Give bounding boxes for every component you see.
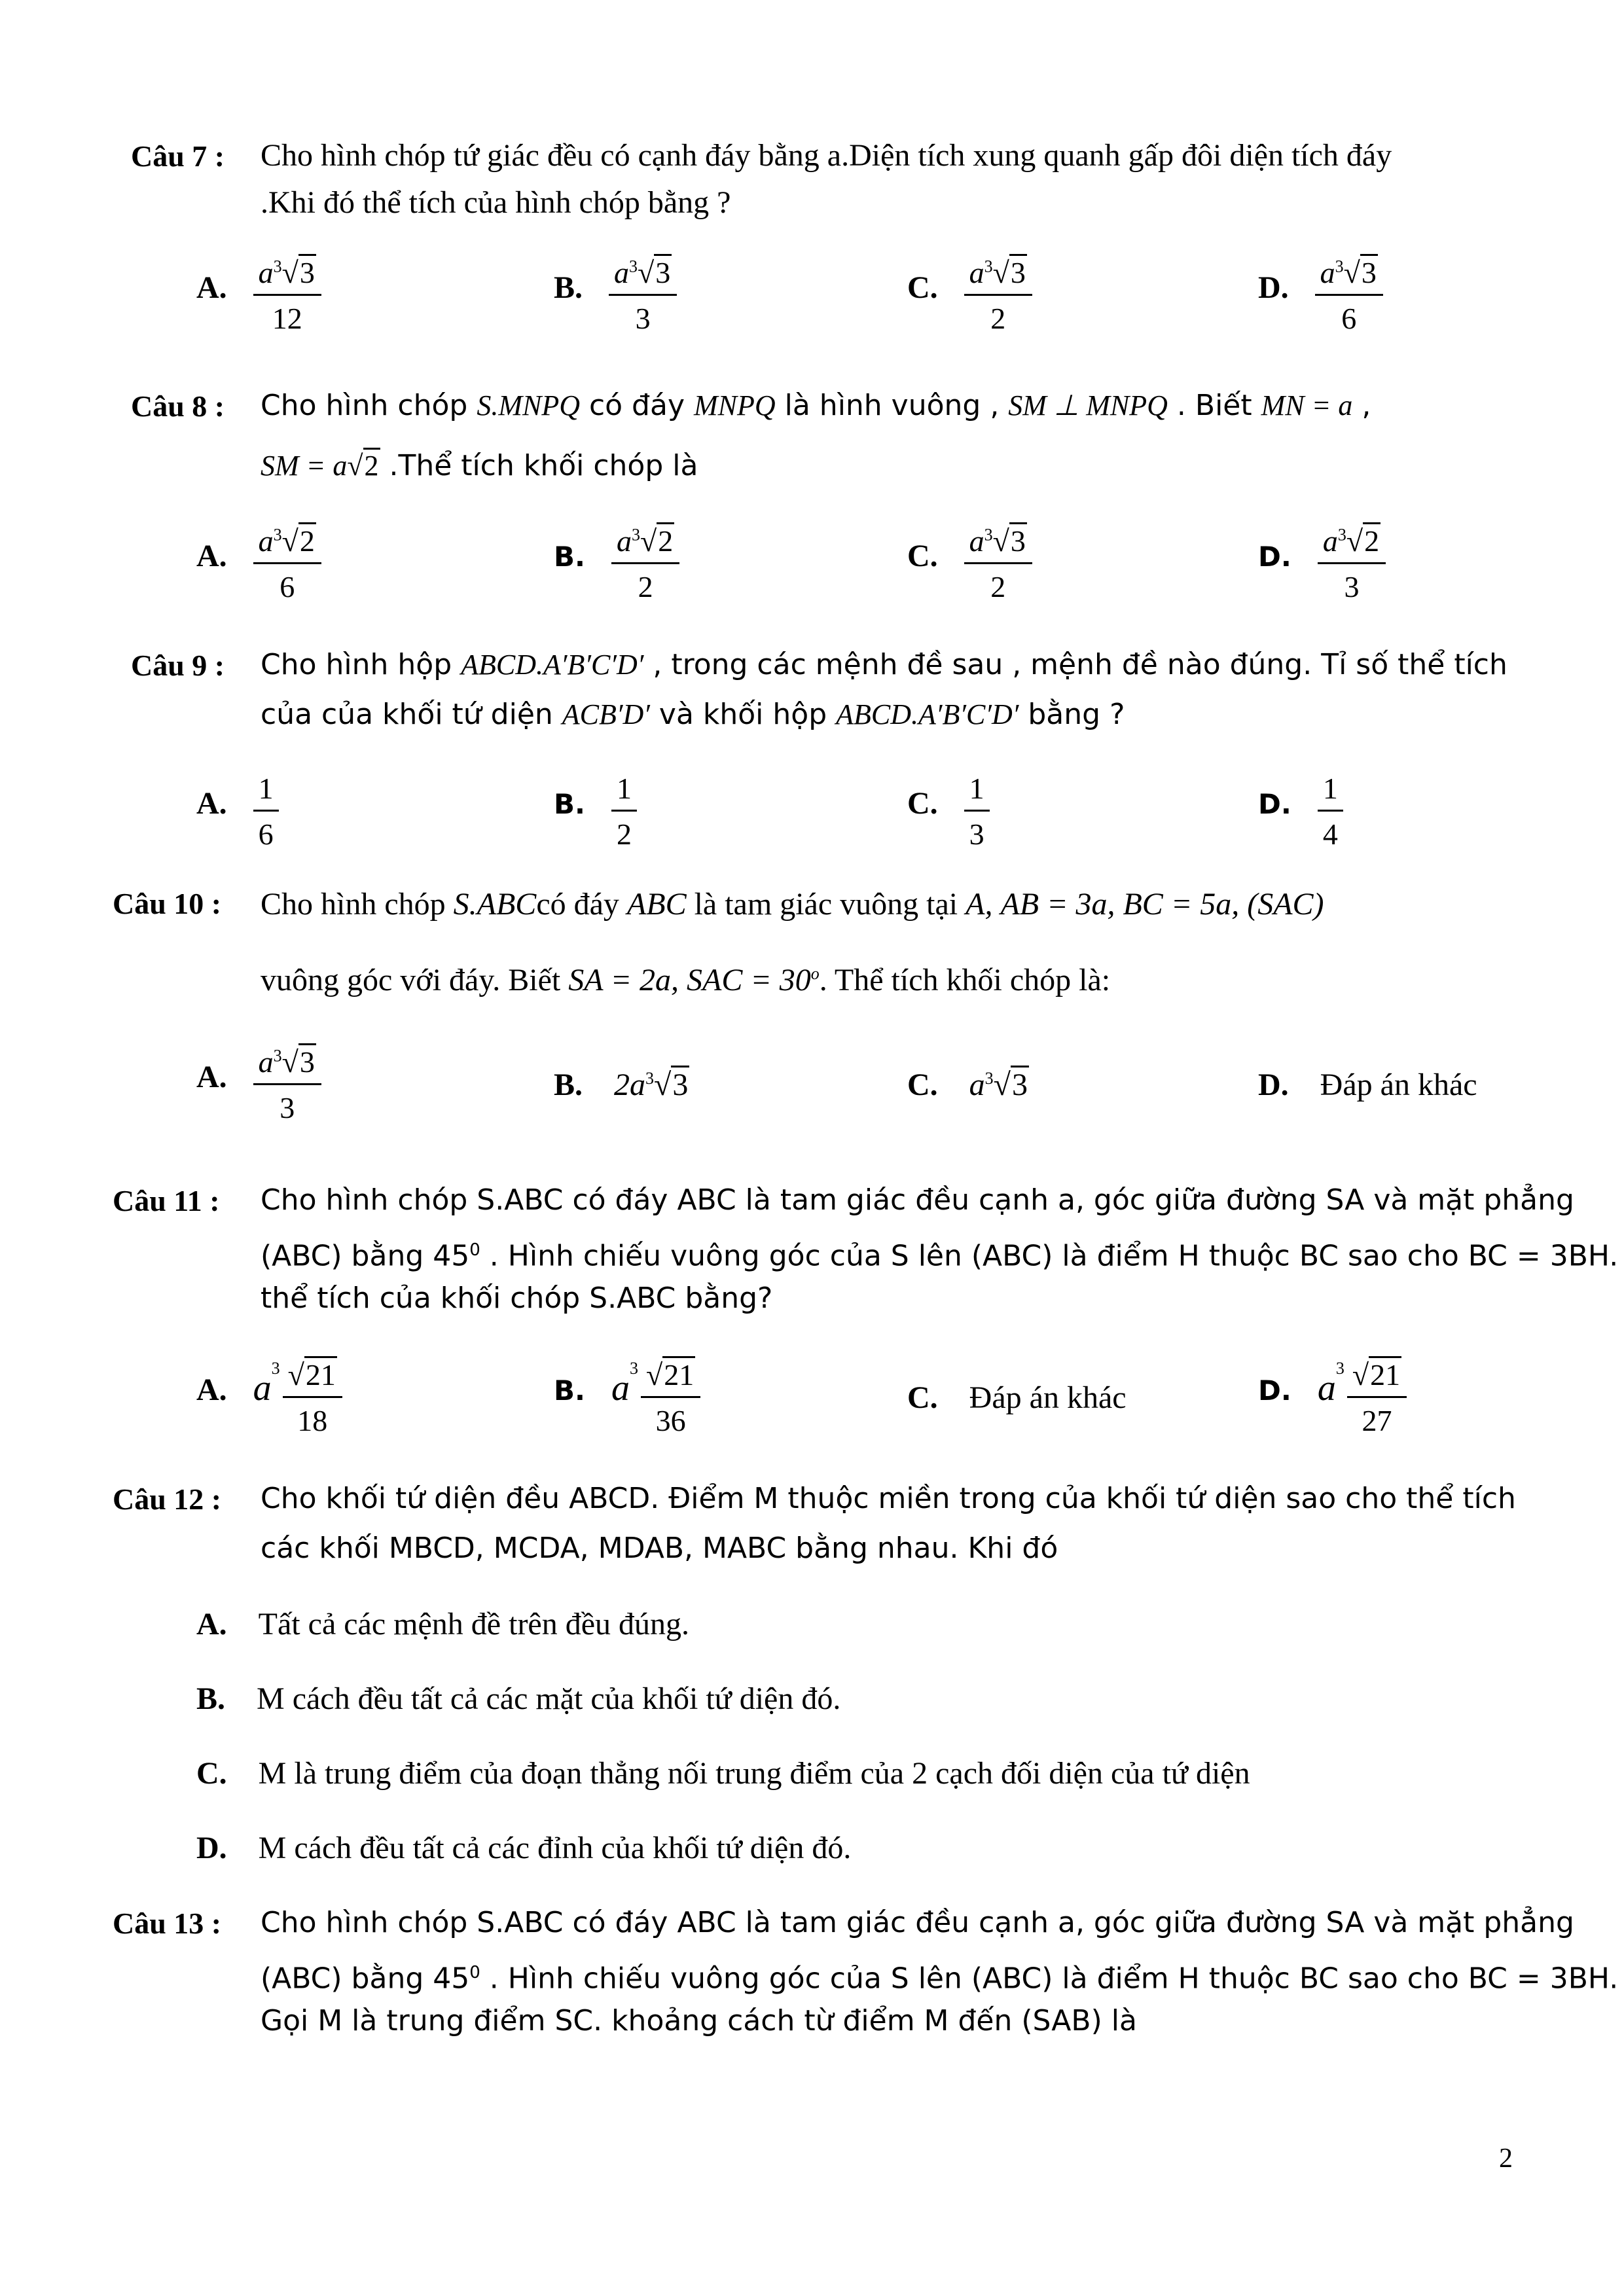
question-9-option-a[interactable]: A. $\frac{1}{6}$: [196, 771, 279, 852]
question-11-option-d[interactable]: D. $a^3$ $\frac{√21}{27}$: [1258, 1357, 1407, 1438]
question-12-option-d[interactable]: D. M cách đều tất cả các đỉnh của khối tứ diện đó.: [196, 1831, 852, 1865]
question-7-option-d[interactable]: D. $\frac{a^3√3}{6}$: [1258, 255, 1383, 336]
question-8-option-b[interactable]: B. $\frac{a^3√2}{2}$: [554, 524, 679, 604]
question-13-text-line-1: Cho hình chóp S.ABC có đáy ABC là tam giác đều cạnh a, góc giữa đường SA và mặt phẳng: [261, 1906, 1574, 1939]
question-9-option-d[interactable]: D. $\frac{1}{4}$: [1258, 771, 1343, 852]
question-11-text-line-2: (ABC) bằng $45^0$ . Hình chiếu vuông góc của S lên (ABC) là điểm H thuộc BC sao cho BC = 3BH.: [261, 1239, 1619, 1273]
fraction: $\frac{1}{4}$: [1318, 771, 1343, 852]
fraction: $\frac{a^3√2}{3}$: [1318, 524, 1386, 604]
question-10-option-d[interactable]: D. Đáp án khác: [1258, 1067, 1477, 1102]
page-number: 2: [1499, 2144, 1513, 2174]
fraction: $\frac{√21}{27}$: [1347, 1357, 1407, 1438]
question-10-label: Câu 10 :: [113, 887, 222, 920]
question-10-option-b[interactable]: B. $2a^3√3$: [554, 1067, 689, 1103]
fraction: $\frac{a^3√3}{6}$: [1315, 255, 1383, 336]
question-12-option-a[interactable]: A. Tất cả các mệnh đề trên đều đúng.: [196, 1607, 690, 1641]
question-11-option-c[interactable]: C. Đáp án khác: [907, 1380, 1127, 1415]
question-11-option-b[interactable]: B. $a^3$ $\frac{√21}{36}$: [554, 1357, 700, 1438]
question-7-option-c[interactable]: C. $\frac{a^3√3}{2}$: [907, 255, 1032, 336]
question-12-label: Câu 12 :: [113, 1482, 222, 1516]
question-10-text-line-1: Cho hình chóp S.ABCcó đáy ABC là tam giác vuông tại A, AB = 3a, BC = 5a, (SAC): [261, 887, 1324, 922]
question-10-option-c[interactable]: C. $a^3√3$: [907, 1067, 1029, 1103]
question-13-text-line-2: (ABC) bằng $45^0$ . Hình chiếu vuông góc của S lên (ABC) là điểm H thuộc BC sao cho BC = 3BH.: [261, 1962, 1619, 1996]
fraction: $\frac{a^3√3}{12}$: [253, 255, 321, 336]
question-11-text-line-3: thể tích của khối chóp S.ABC bằng?: [261, 1282, 773, 1315]
fraction: $\frac{a^3√3}{3}$: [253, 1045, 321, 1125]
question-7-text-line-1: Cho hình chóp tứ giác đều có cạnh đáy bằng a.Diện tích xung quanh gấp đôi diện tích đáy: [261, 138, 1392, 173]
question-8-text-line-2: SM = a√2 .Thể tích khối chóp là: [261, 449, 698, 482]
fraction: $\frac{1}{3}$: [964, 771, 990, 852]
question-9-label: Câu 9 :: [131, 649, 225, 682]
question-8-option-a[interactable]: A. $\frac{a^3√2}{6}$: [196, 524, 321, 604]
question-9-text-line-1: Cho hình hộp ABCD.A′B′C′D′ , trong các mệnh đề sau , mệnh đề nào đúng. Tỉ số thể tích: [261, 648, 1507, 681]
question-9-text-line-2: của của khối tứ diện ACB′D′ và khối hộp ABCD.A′B′C′D′ bằng ?: [261, 698, 1125, 731]
question-11-option-a[interactable]: A. $a^3$ $\frac{√21}{18}$: [196, 1357, 342, 1438]
question-10-option-a[interactable]: A. $\frac{a^3√3}{3}$: [196, 1045, 321, 1125]
question-8-label: Câu 8 :: [131, 389, 225, 423]
question-11-text-line-1: Cho hình chóp S.ABC có đáy ABC là tam giác đều cạnh a, góc giữa đường SA và mặt phẳng: [261, 1183, 1574, 1217]
question-7-label: Câu 7 :: [131, 139, 225, 173]
fraction: $\frac{a^3√3}{3}$: [609, 255, 677, 336]
question-12-option-b[interactable]: B. M cách đều tất cả các mặt của khối tứ diện đó.: [196, 1681, 841, 1716]
question-13-text-line-3: Gọi M là trung điểm SC. khoảng cách từ điểm M đến (SAB) là: [261, 2004, 1137, 2037]
question-8-option-c[interactable]: C. $\frac{a^3√3}{2}$: [907, 524, 1032, 604]
fraction: $\frac{1}{6}$: [253, 771, 279, 852]
question-8-text-line-1: Cho hình chóp S.MNPQ có đáy MNPQ là hình vuông , SM ⊥ MNPQ . Biết MN = a ,: [261, 389, 1371, 422]
question-12-text-line-1: Cho khối tứ diện đều ABCD. Điểm M thuộc miền trong của khối tứ diện sao cho thể tích: [261, 1482, 1516, 1515]
question-12-option-c[interactable]: C. M là trung điểm của đoạn thẳng nối trung điểm của 2 cạch đối diện của tứ diện: [196, 1756, 1250, 1791]
question-9-option-c[interactable]: C. $\frac{1}{3}$: [907, 771, 990, 852]
question-13-label: Câu 13 :: [113, 1907, 222, 1940]
question-7-option-a[interactable]: A. $\frac{a^3√3}{12}$: [196, 255, 321, 336]
fraction: $\frac{a^3√3}{2}$: [964, 524, 1032, 604]
question-10-text-line-2: vuông góc với đáy. Biết SA = 2a, SAC = $30^o$. Thể tích khối chóp là:: [261, 963, 1111, 997]
question-7-option-b[interactable]: B. $\frac{a^3√3}{3}$: [554, 255, 677, 336]
fraction: $\frac{√21}{18}$: [283, 1357, 342, 1438]
fraction: $\frac{√21}{36}$: [641, 1357, 700, 1438]
fraction: $\frac{a^3√2}{6}$: [253, 524, 321, 604]
question-7-text-line-2: .Khi đó thể tích của hình chóp bằng ?: [261, 185, 731, 220]
fraction: $\frac{1}{2}$: [611, 771, 637, 852]
question-9-option-b[interactable]: B. $\frac{1}{2}$: [554, 771, 637, 852]
fraction: $\frac{a^3√2}{2}$: [611, 524, 679, 604]
question-8-option-d[interactable]: D. $\frac{a^3√2}{3}$: [1258, 524, 1386, 604]
fraction: $\frac{a^3√3}{2}$: [964, 255, 1032, 336]
question-12-text-line-2: các khối MBCD, MCDA, MDAB, MABC bằng nhau. Khi đó: [261, 1532, 1058, 1565]
question-11-label: Câu 11 :: [113, 1184, 220, 1217]
